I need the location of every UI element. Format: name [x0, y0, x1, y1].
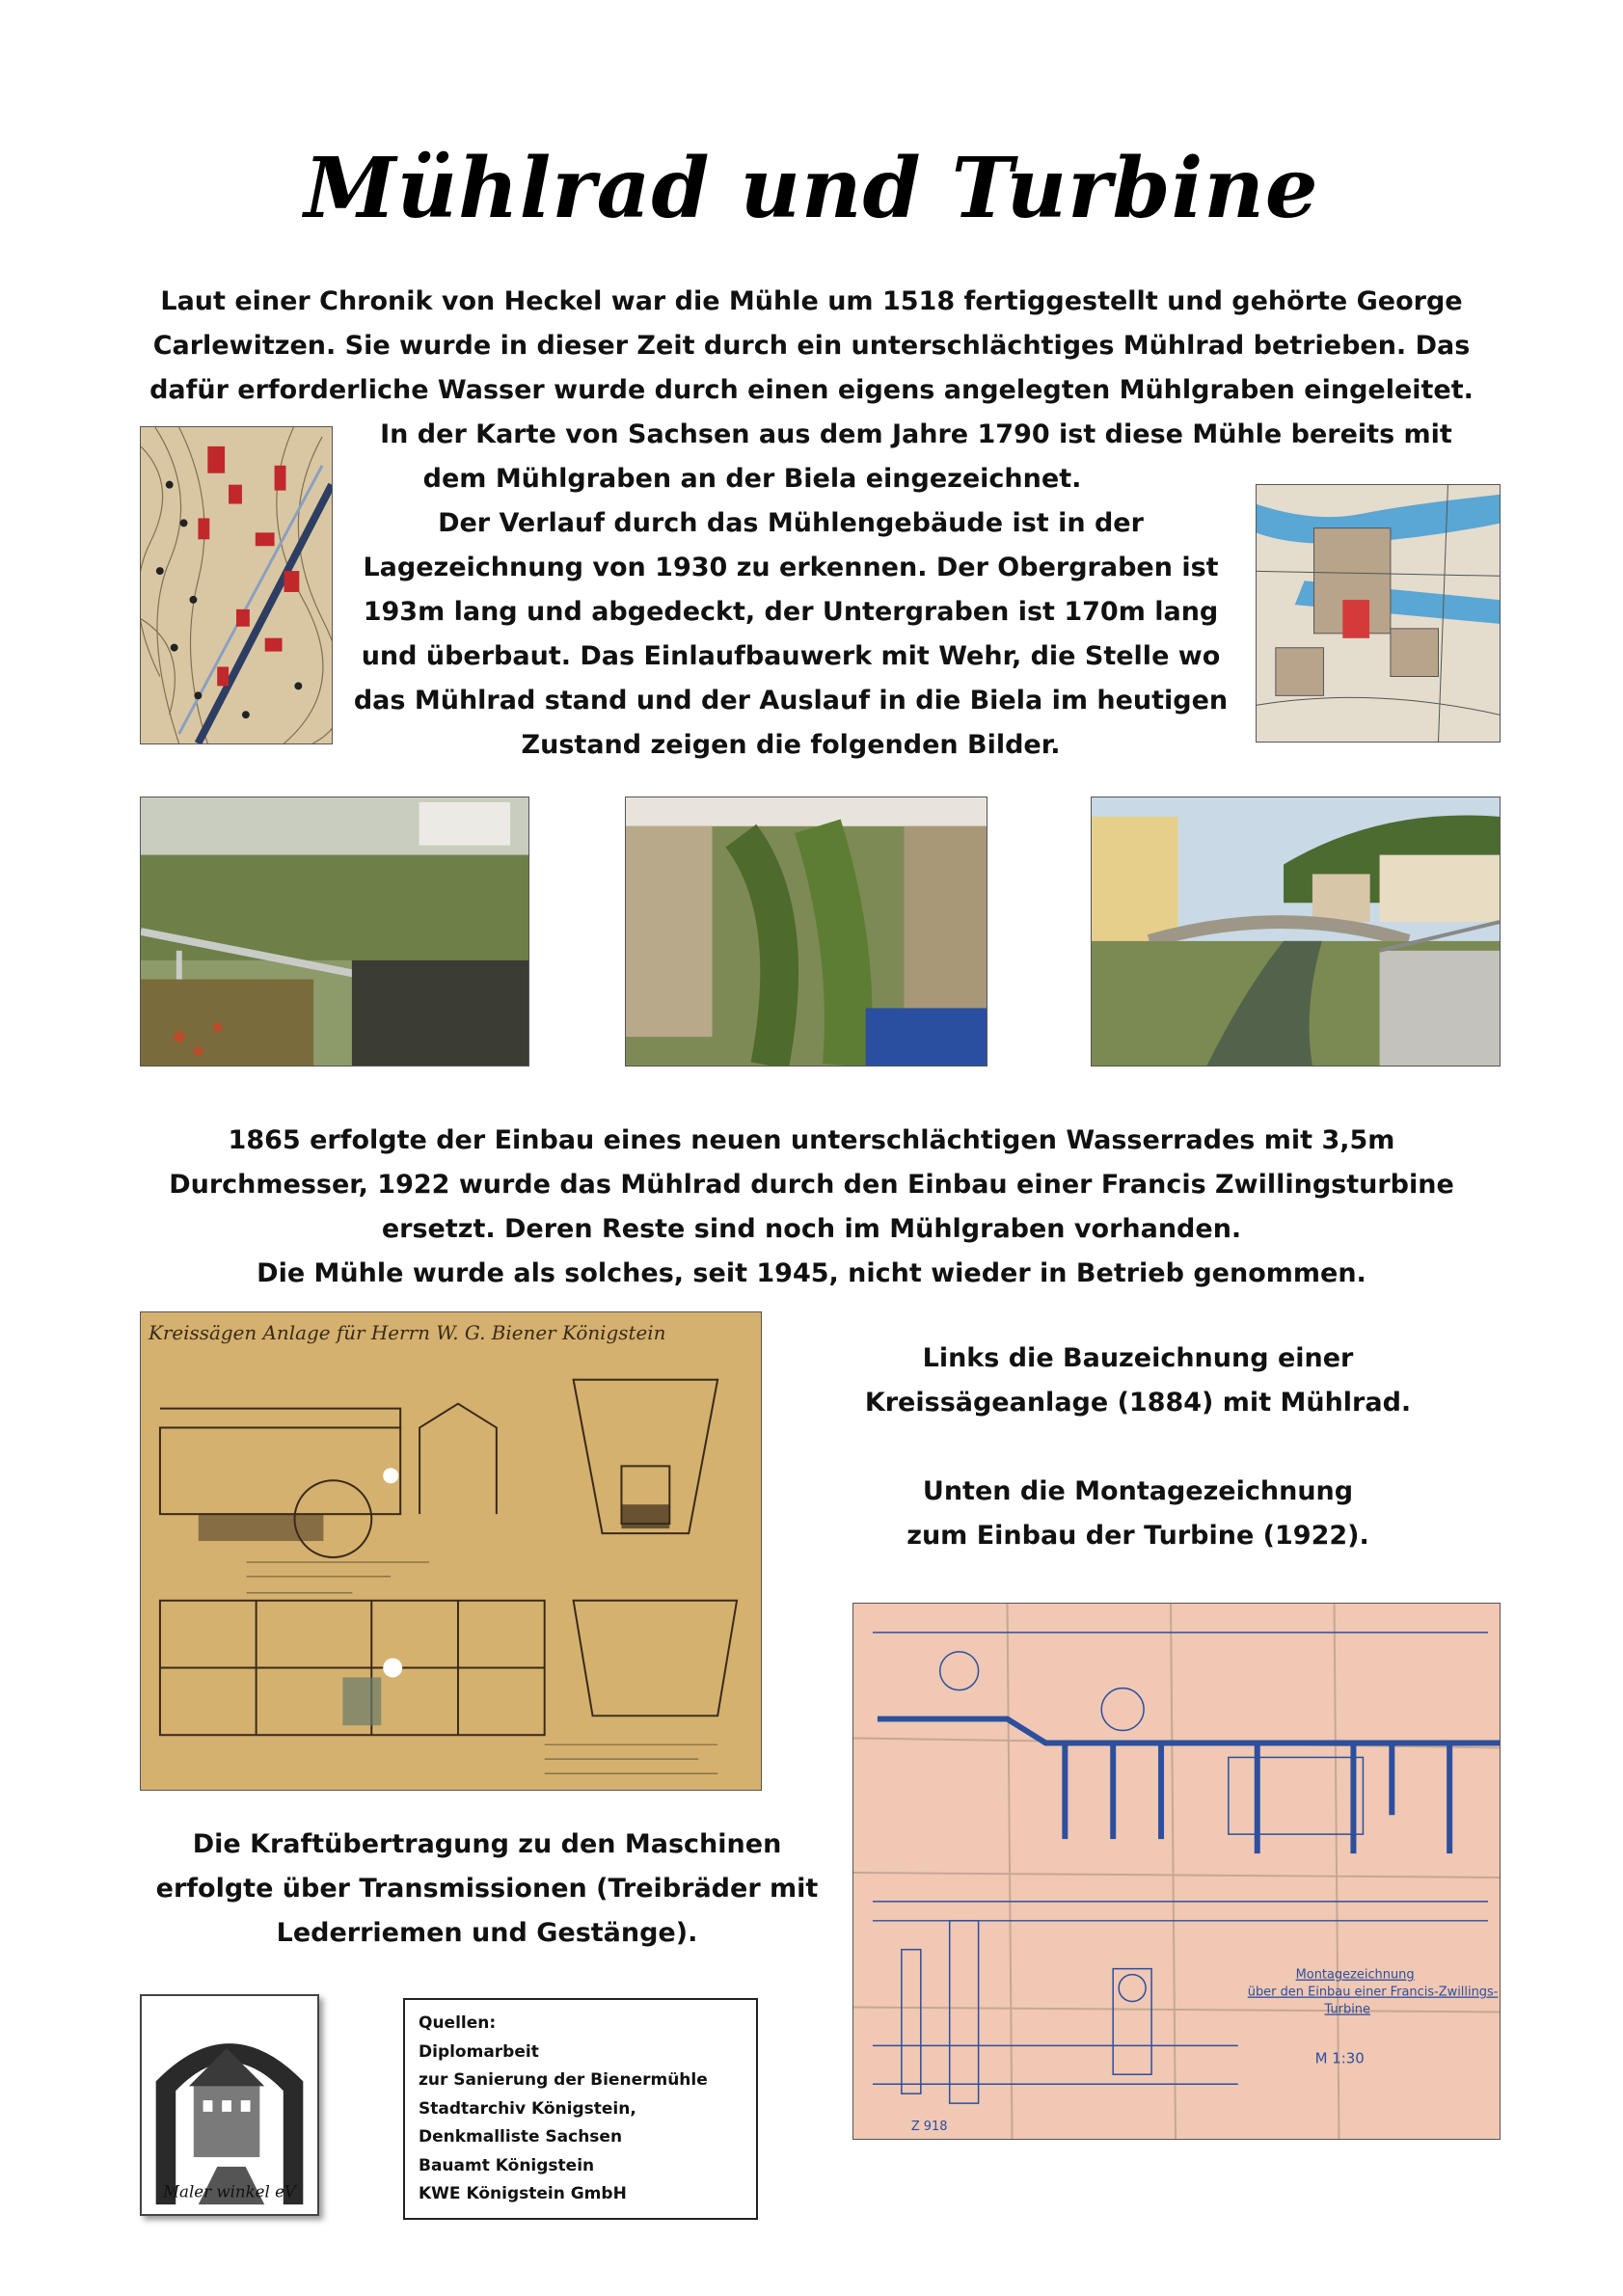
drawing-1884-header: Kreissägen Anlage für Herrn W. G. Biener Königstein: [148, 1321, 666, 1344]
intro-line: Zustand zeigen die folgenden Bilder.: [521, 730, 1061, 760]
site-plan-1930-image: [1256, 484, 1501, 743]
history-line: Durchmesser, 1922 wurde das Mühlrad durch den Einbau einer Francis Zwillingsturbine: [169, 1170, 1454, 1200]
caption-right-line: Links die Bauzeichnung einer: [922, 1343, 1354, 1373]
sources-item: Denkmalliste Sachsen: [419, 2127, 623, 2147]
intro-line: Lagezeichnung von 1930 zu erkennen. Der Obergraben ist: [363, 553, 1219, 582]
logo-text: Maler winkel eV: [163, 2182, 296, 2201]
caption-right-line: zum Einbau der Turbine (1922).: [906, 1521, 1369, 1551]
sources-item: Stadtarchiv Königstein,: [419, 2098, 636, 2119]
intro-line: 193m lang und abgedeckt, der Untergraben ist 170m lang: [363, 597, 1219, 627]
intro-line: und überbaut. Das Einlaufbauwerk mit Wehr, die Stelle wo: [361, 641, 1221, 671]
sources-item: zur Sanierung der Bienermühle: [419, 2070, 708, 2090]
sources-box: [403, 1998, 758, 2220]
drawing-1922-sheet-no: Z 918: [910, 2120, 948, 2135]
caption-left-line: Lederriemen und Gestänge).: [276, 1918, 698, 1948]
intro-line: Laut einer Chronik von Heckel war die Mühle um 1518 fertiggestellt und gehörte George: [160, 286, 1463, 316]
drawing-1922-label-line: Turbine: [1324, 2002, 1370, 2017]
photo-biela-outlet: [1091, 797, 1501, 1067]
caption-left-line: Die Kraftübertragung zu den Maschinen: [192, 1829, 782, 1859]
intro-line: das Mühlrad stand und der Auslauf in die Biela im heutigen: [353, 686, 1229, 716]
caption-right-line: Kreissägeanlage (1884) mit Mühlrad.: [864, 1388, 1412, 1418]
caption-right-line: Unten die Montagezeichnung: [922, 1476, 1354, 1506]
drawing-1884-image: [140, 1311, 762, 1791]
photo-millwheel-site: [625, 797, 987, 1067]
sources-item: Diplomarbeit: [419, 2041, 539, 2062]
intro-line: Carlewitzen. Sie wurde in dieser Zeit durch ein unterschlächtiges Mühlrad betrieben. Das: [152, 331, 1471, 361]
sources-item: KWE Königstein GmbH: [419, 2184, 627, 2203]
caption-left-line: erfolgte über Transmissionen (Treibräder mit: [155, 1874, 819, 1904]
malerwinkel-logo: [140, 1994, 319, 2216]
drawing-1922-label-line: Montagezeichnung: [1295, 1967, 1415, 1983]
history-line: ersetzt. Deren Reste sind noch im Mühlgraben vorhanden.: [381, 1214, 1242, 1244]
intro-line: Der Verlauf durch das Mühlengebäude ist in der: [438, 508, 1144, 538]
history-line: 1865 erfolgte der Einbau eines neuen unterschlächtigen Wasserrades mit 3,5m: [228, 1125, 1395, 1155]
intro-line: In der Karte von Sachsen aus dem Jahre 1790 ist diese Mühle bereits mit: [380, 419, 1452, 449]
map-1790-image: [140, 426, 333, 744]
intro-line: dafür erforderliche Wasser wurde durch einen eigens angelegten Mühlgraben eingeleitet.: [149, 375, 1474, 405]
drawing-1922-scale: M 1:30: [1314, 2049, 1365, 2067]
history-line: Die Mühle wurde als solches, seit 1945, nicht wieder in Betrieb genommen.: [257, 1258, 1366, 1288]
page-title: Mühlrad und Turbine: [304, 140, 1319, 237]
sources-heading: Quellen:: [419, 2013, 497, 2033]
drawing-1922-label-line: über den Einbau einer Francis-Zwillings-: [1247, 1985, 1499, 2000]
photo-intake-weir: [140, 797, 529, 1067]
intro-line: dem Mühlgraben an der Biela eingezeichnet.: [422, 464, 1082, 494]
sources-item: Bauamt Königstein: [419, 2155, 595, 2175]
drawing-1922-image: [852, 1603, 1501, 2140]
